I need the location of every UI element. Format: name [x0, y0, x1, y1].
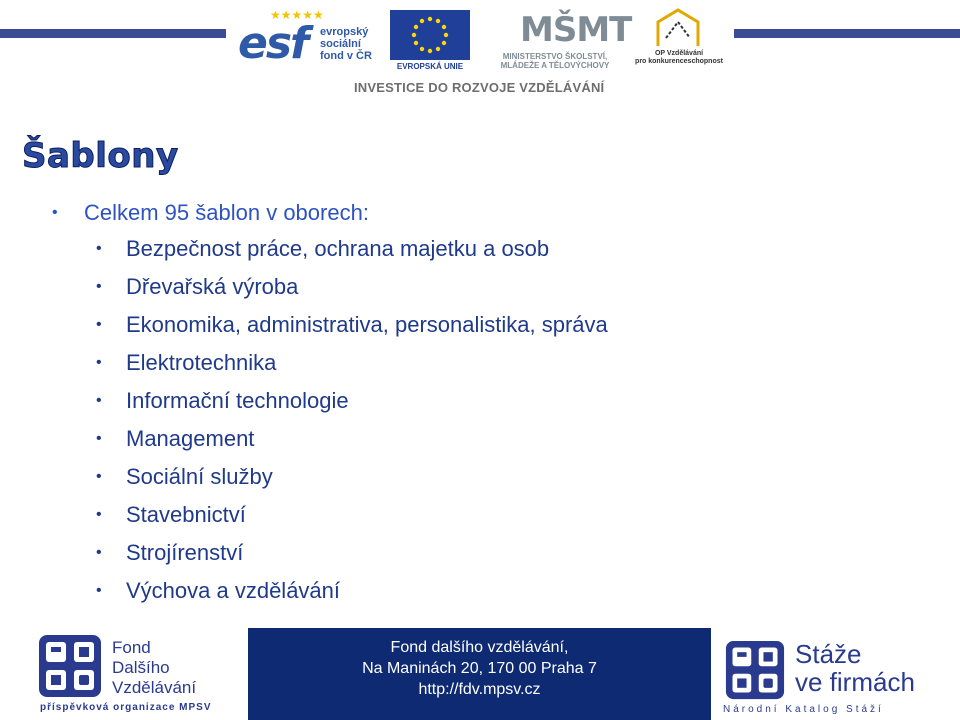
bullet-icon: • — [96, 430, 102, 447]
bullet-icon: • — [96, 392, 102, 409]
bullet-icon: • — [96, 240, 102, 257]
fdv-name-line-1: Fond — [112, 638, 151, 657]
list-item-text: Management — [126, 426, 255, 451]
header-rule-right — [734, 29, 960, 38]
sub-list-container — [44, 230, 924, 610]
fdv-subtitle: příspěvková organizace MPSV — [40, 702, 212, 713]
fdv-name-line-3: Vzdělávání — [112, 678, 197, 697]
msmt-line-2: MLÁDEŽE A TĚLOVÝCHOVY — [500, 61, 610, 70]
list-item-text: Stavebnictví — [126, 502, 246, 527]
op-logo-icon — [648, 8, 708, 48]
list-item — [44, 230, 924, 268]
bullet-icon: • — [96, 354, 102, 371]
list-item-text: Výchova a vzdělávání — [126, 578, 341, 603]
footer-nks-block — [711, 628, 960, 720]
list-item — [44, 458, 924, 496]
list-item-text: Sociální služby — [126, 464, 273, 489]
nks-title — [795, 640, 915, 696]
esf-logo-wordmark: esf — [238, 18, 308, 69]
footer-contact-block — [248, 628, 711, 720]
list-item — [44, 306, 924, 344]
list-item — [44, 496, 924, 534]
msmt-text — [480, 52, 630, 70]
list-item — [44, 572, 924, 610]
list-item-text: Ekonomika, administrativa, personalistika, správa — [126, 312, 608, 337]
esf-logo-text — [320, 26, 372, 62]
eu-logo — [388, 10, 472, 74]
op-logo — [632, 8, 726, 74]
list-item — [44, 382, 924, 420]
nks-title-line-2: ve firmách — [795, 667, 915, 697]
msmt-mark: MŠMT — [520, 10, 632, 50]
esf-stars-icon: ★★★★★ — [270, 8, 324, 22]
fdv-name-line-2: Dalšího — [112, 658, 170, 677]
footer-address: Na Maninách 20, 170 00 Praha 7 — [362, 660, 597, 677]
fdv-logo-icon — [38, 634, 102, 698]
bullet-icon: • — [96, 582, 102, 599]
list-item-text: Dřevařská výroba — [126, 274, 299, 299]
intro-item — [44, 196, 924, 230]
bullet-icon: • — [96, 316, 102, 333]
content-list — [44, 196, 924, 610]
esf-line-2: sociální — [320, 38, 361, 50]
eu-label: EVROPSKÁ UNIE — [396, 62, 464, 71]
bullet-icon: • — [96, 278, 102, 295]
list-item-text: Elektrotechnika — [126, 350, 277, 375]
intro-text: Celkem 95 šablon v oborech: — [84, 200, 369, 225]
fdv-name — [112, 638, 196, 698]
bullet-icon: • — [96, 468, 102, 485]
investice-tagline: INVESTICE DO ROZVOJE VZDĚLÁVÁNÍ — [354, 80, 605, 95]
nks-logo-icon — [725, 640, 785, 700]
footer-org-name: Fond dalšího vzdělávání, — [390, 639, 569, 656]
footer-url-link[interactable]: http://fdv.mpsv.cz — [418, 681, 541, 698]
list-item — [44, 344, 924, 382]
op-text — [632, 50, 726, 66]
nks-title-line-1: Stáže — [795, 639, 862, 669]
op-line-1: OP Vzdělávání — [654, 50, 704, 57]
esf-line-1: evropský — [320, 26, 369, 38]
op-line-2: pro konkurenceschopnost — [635, 58, 723, 65]
msmt-line-1: MINISTERSTVO ŠKOLSTVÍ, — [502, 52, 608, 61]
list-item-text: Strojírenství — [126, 540, 244, 565]
list-item — [44, 534, 924, 572]
list-item-text: Bezpečnost práce, ochrana majetku a osob — [126, 236, 550, 261]
eu-flag-icon — [390, 10, 470, 60]
esf-line-3: fond v ČR — [320, 50, 372, 62]
nks-subtitle: Národní Katalog Stáží — [723, 704, 884, 715]
header-rule-left — [0, 29, 226, 38]
sub-list — [44, 230, 924, 610]
bullet-icon: • — [96, 506, 102, 523]
slide-title: Šablony — [22, 136, 179, 176]
list-item-text: Informační technologie — [126, 388, 349, 413]
footer-fdv-block — [0, 628, 248, 720]
header-logos — [236, 6, 726, 78]
msmt-logo — [480, 10, 630, 74]
list-item — [44, 420, 924, 458]
list-item — [44, 268, 924, 306]
esf-logo — [236, 8, 382, 74]
bullet-icon: • — [52, 204, 58, 221]
bullet-icon: • — [96, 544, 102, 561]
